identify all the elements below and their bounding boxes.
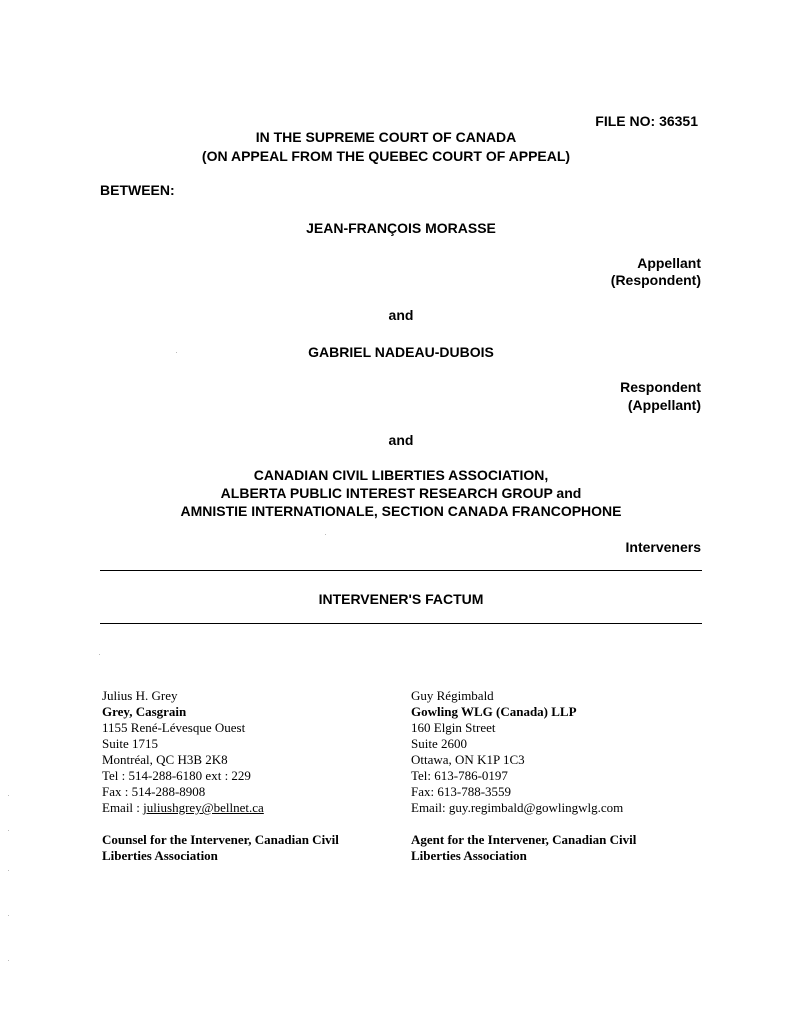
counsel-email-link[interactable]: juliushgrey@bellnet.ca <box>143 800 264 815</box>
counsel-address: 1155 René-Lévesque Ouest <box>102 720 246 735</box>
agent-tel: Tel: 613-786-0197 <box>411 768 508 783</box>
agent-role: Liberties Association <box>411 848 527 863</box>
agent-firm: Gowling WLG (Canada) LLP <box>411 704 577 719</box>
agent-block <box>411 688 701 864</box>
agent-name: Guy Régimbald <box>411 688 494 703</box>
counsel-email-line <box>102 800 392 816</box>
scan-speck <box>8 795 9 796</box>
appeal-from: (ON APPEAL FROM THE QUEBEC COURT OF APPEAL) <box>201 148 571 164</box>
counsel-city: Montréal, QC H3B 2K8 <box>102 752 228 767</box>
agent-email-line <box>411 800 701 816</box>
top-rule <box>100 570 702 571</box>
respondent-name: GABRIEL NADEAU-DUBOIS <box>308 344 494 360</box>
counsel-role: Counsel for the Intervener, Canadian Civil <box>102 832 339 847</box>
interveners-line: CANADIAN CIVIL LIBERTIES ASSOCIATION, <box>253 467 549 483</box>
bottom-rule <box>100 623 702 624</box>
document-title: INTERVENER'S FACTUM <box>318 591 484 607</box>
scan-speck <box>176 352 177 353</box>
agent-suite: Suite 2600 <box>411 736 467 751</box>
appellant-role: Appellant <box>637 255 701 271</box>
agent-fax: Fax: 613-788-3559 <box>411 784 512 799</box>
counsel-firm: Grey, Casgrain <box>102 704 187 719</box>
appellant-name: JEAN-FRANÇOIS MORASSE <box>306 220 496 236</box>
counsel-suite: Suite 1715 <box>102 736 158 751</box>
scan-speck <box>8 830 9 831</box>
respondent-role-below: (Appellant) <box>627 397 701 413</box>
agent-role: Agent for the Intervener, Canadian Civil <box>411 832 637 847</box>
counsel-role: Liberties Association <box>102 848 218 863</box>
scan-speck <box>8 960 9 961</box>
file-number: FILE NO: 36351 <box>595 113 698 129</box>
scan-speck <box>325 534 326 535</box>
scan-speck <box>99 654 100 655</box>
and-separator: and <box>388 307 414 323</box>
between-label: BETWEEN: <box>100 182 175 198</box>
and-separator: and <box>388 432 414 448</box>
interveners-role: Interveners <box>625 539 701 555</box>
scan-speck <box>8 870 9 871</box>
agent-email[interactable]: guy.regimbald@gowlingwlg.com <box>448 800 624 815</box>
counsel-email-label: Email : <box>102 800 144 815</box>
court-name: IN THE SUPREME COURT OF CANADA <box>255 129 517 145</box>
scan-speck <box>8 915 9 916</box>
counsel-block <box>102 688 392 864</box>
respondent-role: Respondent <box>620 379 701 395</box>
counsel-tel: Tel : 514-288-6180 ext : 229 <box>102 768 251 783</box>
counsel-fax: Fax : 514-288-8908 <box>102 784 206 799</box>
interveners-line: AMNISTIE INTERNATIONALE, SECTION CANADA FRANCOPHONE <box>180 503 622 519</box>
agent-city: Ottawa, ON K1P 1C3 <box>411 752 525 767</box>
counsel-name: Julius H. Grey <box>102 688 178 703</box>
appellant-role-below: (Respondent) <box>610 272 701 288</box>
agent-email-label: Email: <box>411 800 449 815</box>
interveners-line: ALBERTA PUBLIC INTEREST RESEARCH GROUP and <box>220 485 582 501</box>
agent-address: 160 Elgin Street <box>411 720 496 735</box>
